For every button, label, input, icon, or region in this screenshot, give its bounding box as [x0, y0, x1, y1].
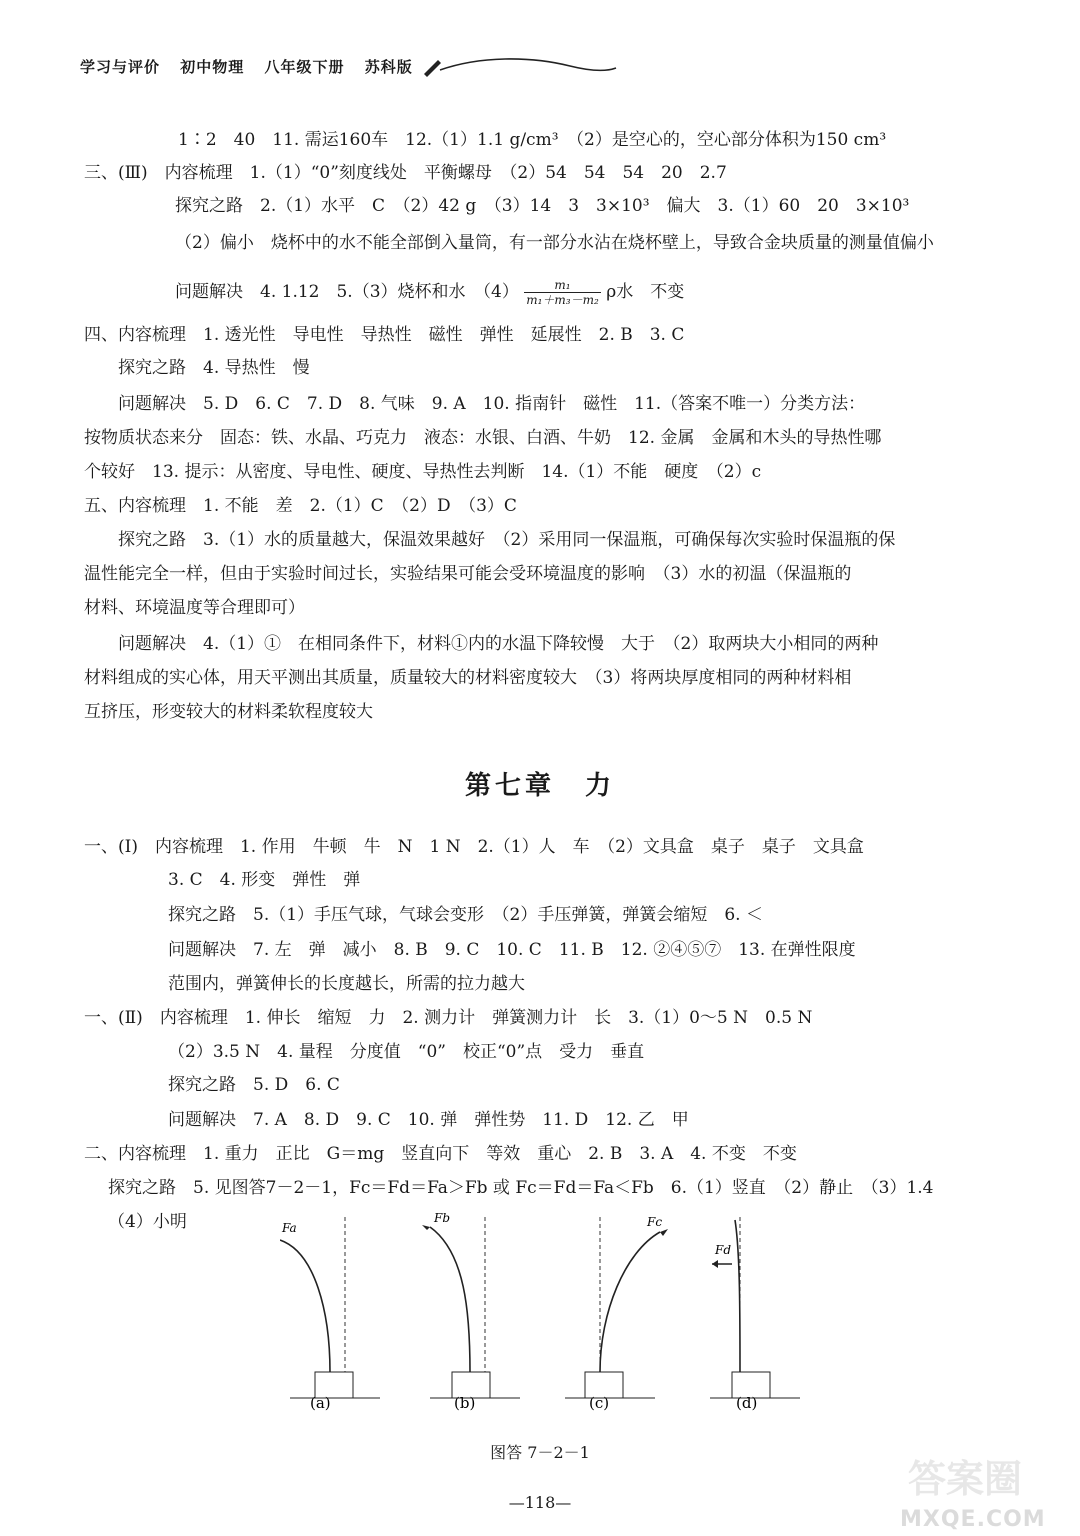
answer-line: 三、(Ⅲ) 内容梳理 1.（1）“0”刻度线处 平衡螺母 （2）54 54 54 20 2.7 [84, 163, 727, 183]
answer-line: 探究之路 3.（1）水的质量越大，保温效果越好 （2）采用同一保温瓶，可确保每次实验时保温瓶的保 [118, 530, 896, 550]
answer-line: 探究之路 5. D 6. C [168, 1075, 340, 1095]
header-subject: 初中物理 [180, 58, 245, 76]
panel-label-a: (a) [310, 1394, 331, 1412]
answer-line: 问题解决 7. A 8. D 9. C 10. 弹 弹性势 11. D 12. 乙 甲 [168, 1110, 689, 1130]
answer-line: 3. C 4. 形变 弹性 弹 [168, 870, 361, 890]
density-fraction [524, 278, 601, 307]
panel-b [422, 1212, 520, 1412]
fraction-tail: ρ水 不变 [606, 282, 685, 302]
answer-line: 材料、环境温度等合理即可） [84, 598, 305, 618]
figure-7-2-1 [280, 1212, 810, 1432]
watermark [900, 1448, 1070, 1532]
panel-label-b: (b) [454, 1394, 476, 1412]
answer-line: （4）小明 [108, 1212, 187, 1232]
force-label-d: Fd [715, 1243, 732, 1257]
answer-line: （2）偏小 烧杯中的水不能全部倒入量筒，有一部分水沾在烧杯壁上，导致合金块质量的测量值偏小 [175, 233, 934, 253]
answer-line: 一、(Ⅰ) 内容梳理 1. 作用 牛顿 牛 N 1 N 2.（1）人 车 （2）文具盒 桌子 桌子 文具盒 [84, 837, 864, 857]
panel-a [280, 1217, 380, 1412]
chapter-title: 第七章 力 [464, 771, 615, 801]
answer-line: 问题解决 4.（1）① 在相同条件下，材料①内的水温下降较慢 大于 （2）取两块大小相同的两种 [118, 634, 879, 654]
force-label-c: Fc [647, 1215, 663, 1229]
answer-line: 1∶2 40 11. 需运160车 12.（1）1.1 g/cm³ （2）是空心的，空心部分体积为150 cm³ [178, 130, 887, 150]
panel-d [710, 1217, 800, 1412]
answer-line: 问题解决 4. 1.12 5.（3）烧杯和水 （4） [175, 282, 519, 302]
header-grade: 八年级下册 [264, 58, 345, 76]
answer-line: 温性能完全一样，但由于实验时间过长，实验结果可能会受环境温度的影响 （3）水的初温（保温瓶的 [84, 564, 852, 584]
header-edition: 苏科版 [364, 58, 413, 76]
answer-line: 四、内容梳理 1. 透光性 导电性 导热性 磁性 弹性 延展性 2. B 3. C [84, 325, 685, 345]
force-label-b: Fb [434, 1212, 451, 1225]
force-label-a: Fa [282, 1221, 297, 1235]
panel-c [565, 1215, 668, 1412]
answer-line: 一、(Ⅱ) 内容梳理 1. 伸长 缩短 力 2. 测力计 弹簧测力计 长 3.（1）0～5 N 0.5 N [84, 1008, 813, 1028]
answer-line: 五、内容梳理 1. 不能 差 2.（1）C （2）D （3）C [84, 496, 517, 516]
answer-line: 探究之路 5. 见图答7－2－1，Fc＝Fd＝Fa＞Fb 或 Fc＝Fd＝Fa＜Fb 6.（1）竖直 （2）静止 （3）1.4 [108, 1178, 934, 1198]
answer-line: 探究之路 5.（1）手压气球，气球会变形 （2）手压弹簧，弹簧会缩短 6. ＜ [168, 905, 763, 925]
panel-label-d: (d) [736, 1394, 758, 1412]
answer-line: （2）3.5 N 4. 量程 分度值 “0” 校正“0”点 受力 垂直 [168, 1042, 645, 1062]
answer-line: 个较好 13. 提示：从密度、导电性、硬度、导热性去判断 14.（1）不能 硬度 （2）c [84, 462, 762, 482]
running-header [80, 56, 427, 77]
answer-line: 材料组成的实心体，用天平测出其质量，质量较大的材料密度较大 （3）将两块厚度相同的两种材料相 [84, 668, 852, 688]
answer-line: 问题解决 7. 左 弹 减小 8. B 9. C 10. C 11. B 12. ②④⑤⑦ 13. 在弹性限度 [168, 940, 856, 960]
watermark-logo: 答案圈 [908, 1457, 1023, 1501]
answer-line: 互挤压，形变较大的材料柔软程度较大 [84, 702, 373, 722]
fraction-numerator: m₁ [524, 278, 601, 293]
answer-line: 问题解决 5. D 6. C 7. D 8. 气味 9. A 10. 指南针 磁性 11.（答案不唯一）分类方法： [118, 394, 866, 414]
answer-line: 按物质状态来分 固态：铁、水晶、巧克力 液态：水银、白酒、牛奶 12. 金属 金属和木头的导热性哪 [84, 428, 882, 448]
answer-line: 范围内，弹簧伸长的长度越长，所需的拉力越大 [168, 974, 525, 994]
answer-line: 探究之路 2.（1）水平 C （2）42 g （3）14 3 3×10³ 偏大 3.（1）60 20 3×10³ [175, 196, 910, 216]
answer-line: 二、内容梳理 1. 重力 正比 G＝mg 竖直向下 等效 重心 2. B 3. A 4. 不变 不变 [84, 1144, 797, 1164]
panel-label-c: (c) [589, 1394, 610, 1412]
page-number: —118— [508, 1493, 572, 1512]
figure-caption: 图答 7－2－1 [490, 1443, 590, 1462]
answer-line: 探究之路 4. 导热性 慢 [118, 358, 310, 378]
answer-line-formula [175, 278, 684, 307]
header-series: 学习与评价 [80, 58, 161, 76]
fraction-denominator: m₁＋m₃－m₂ [526, 293, 599, 307]
watermark-url: MXQE.COM [900, 1507, 1046, 1532]
pen-icon [420, 52, 620, 82]
